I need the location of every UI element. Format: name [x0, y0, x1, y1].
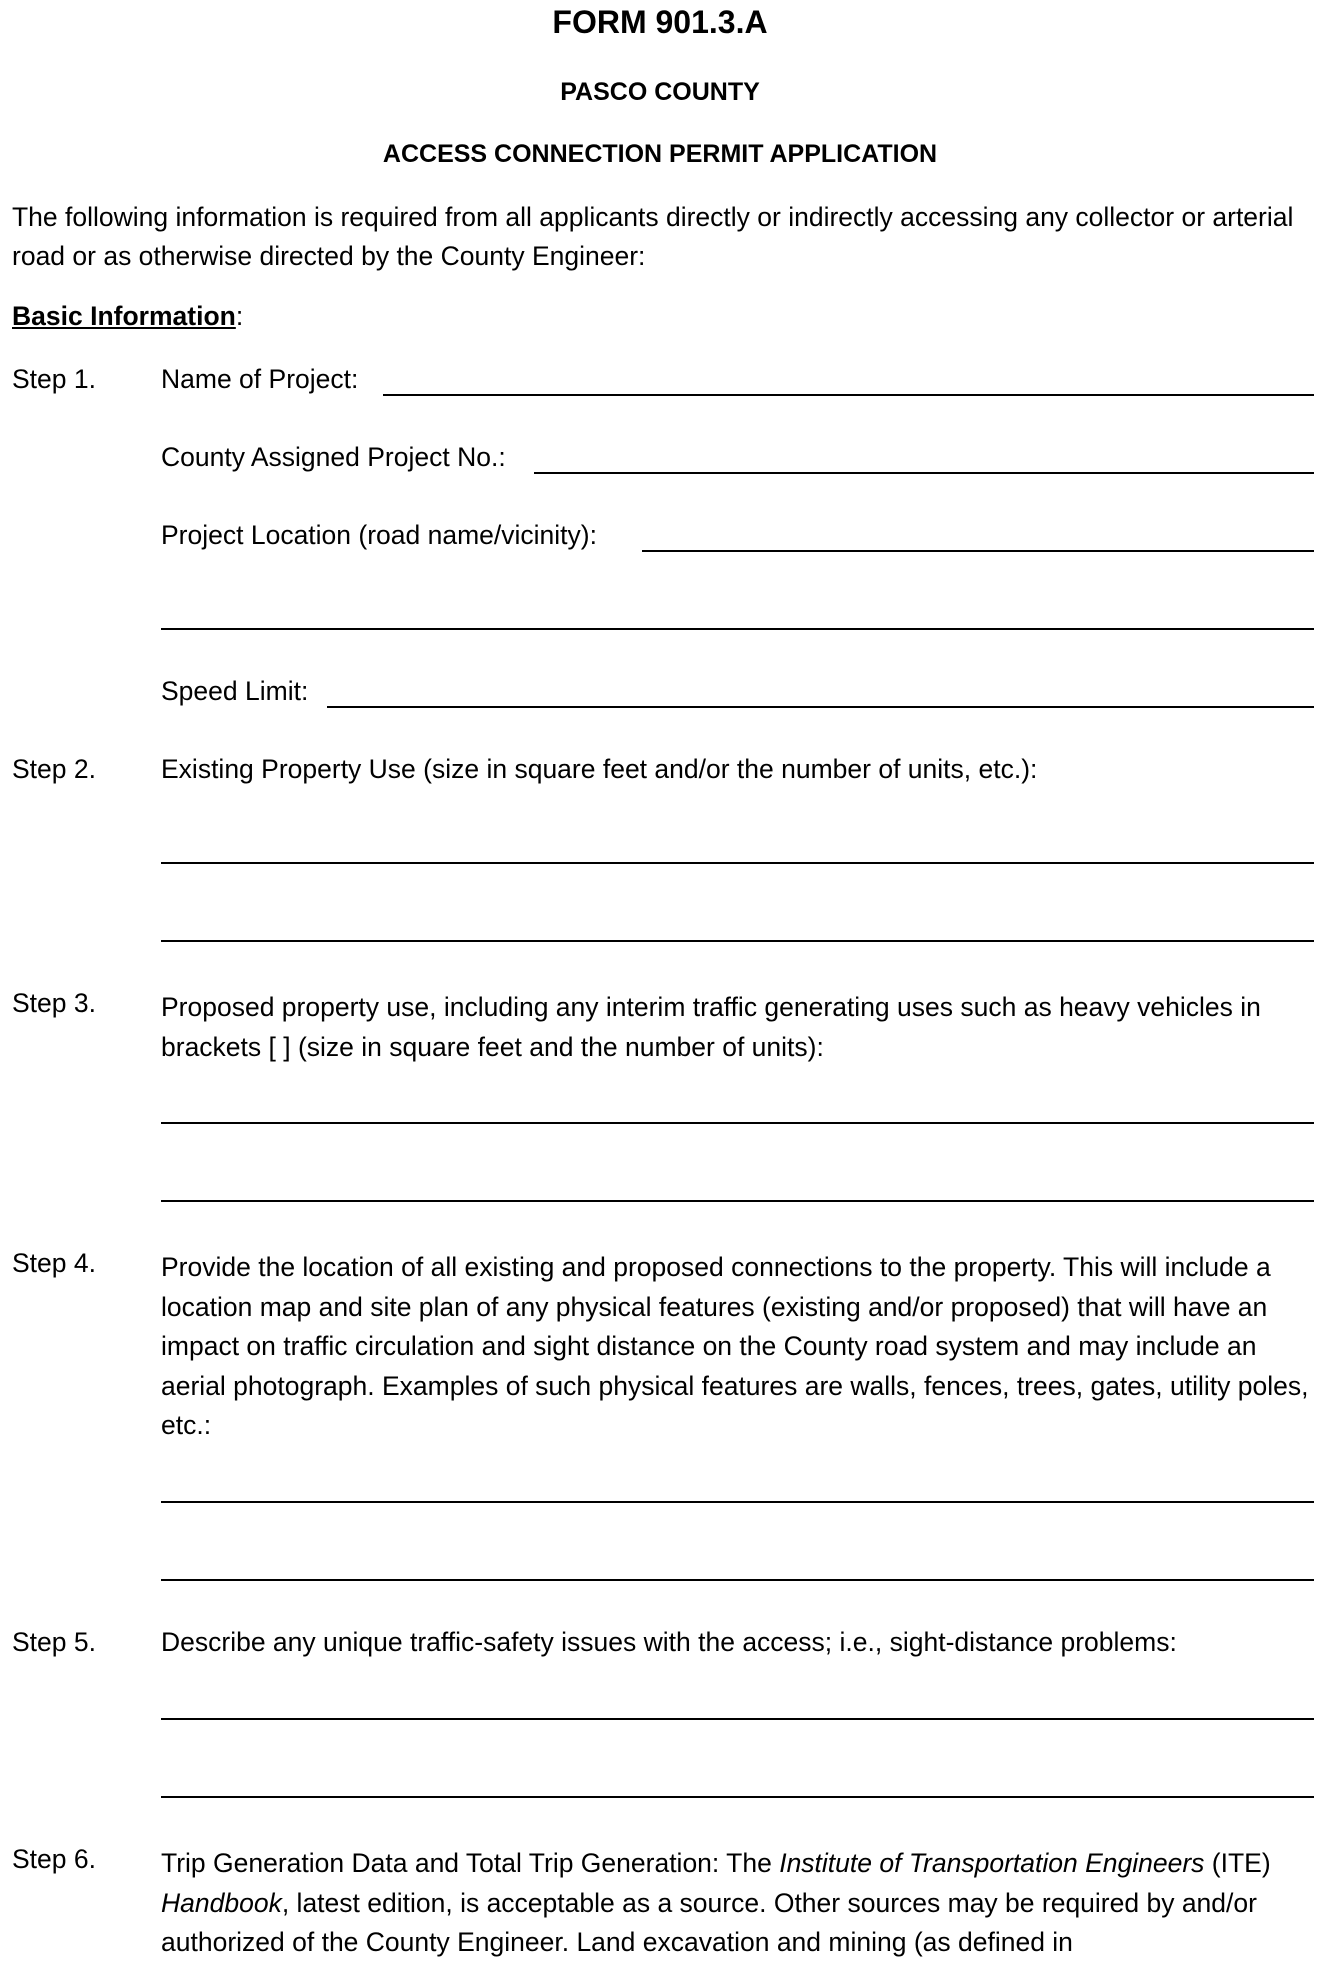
step-6-text-b: (ITE) [1204, 1848, 1271, 1878]
safety-issues-field-line-1[interactable] [161, 1718, 1314, 1720]
project-location-label: Project Location (road name/vicinity): [161, 520, 597, 550]
step-4-label: Step 4. [12, 1248, 96, 1278]
basic-information-label: Basic Information [12, 301, 236, 331]
step-3-label: Step 3. [12, 988, 96, 1018]
project-no-field[interactable] [534, 472, 1314, 474]
step-4-text: Provide the location of all existing and proposed connections to the property. This will include a location map and site plan of any physical features (existing and/or proposed) that will have an impact on traffic circulation and sight distance on the County road system and may include an aerial photograph. Examples of such physical features are walls, fences, trees, gates, utility poles, etc.: [161, 1252, 1309, 1440]
step-6-label: Step 6. [12, 1844, 96, 1874]
project-location-field-line-2[interactable] [161, 628, 1314, 630]
basic-information-colon: : [235, 301, 244, 331]
step-3-text: Proposed property use, including any interim traffic generating uses such as heavy vehicles in brackets [ ] (size in square feet and the number of units): [161, 992, 1261, 1062]
step-6-ite-name: Institute of Transportation Engineers [779, 1848, 1205, 1878]
proposed-use-field-line-1[interactable] [161, 1122, 1314, 1124]
step-6-handbook: Handbook [161, 1887, 282, 1918]
connections-field-line-2[interactable] [161, 1579, 1314, 1581]
form-number: FORM 901.3.A [552, 4, 768, 40]
intro-paragraph: The following information is required from all applicants directly or indirectly accessing any collector or arterial road or as otherwise directed by the County Engineer: [12, 202, 1294, 271]
step-1-label: Step 1. [12, 364, 96, 394]
step-6-text-c: , latest edition, is acceptable as a source. Other sources may be required by and/or authorized of the County Engineer. Land excavation and mining (as defined in [161, 1887, 1257, 1957]
project-no-label: County Assigned Project No.: [161, 442, 506, 472]
speed-limit-label: Speed Limit: [161, 676, 309, 706]
project-location-field[interactable] [642, 550, 1314, 552]
existing-use-field-line-1[interactable] [161, 862, 1314, 864]
connections-field-line-1[interactable] [161, 1501, 1314, 1503]
form-title: ACCESS CONNECTION PERMIT APPLICATION [382, 140, 938, 168]
step-5-text: Describe any unique traffic-safety issues with the access; i.e., sight-distance problems: [161, 1627, 1177, 1657]
step-2-text: Existing Property Use (size in square feet and/or the number of units, etc.): [161, 754, 1038, 784]
basic-information-heading [12, 301, 243, 332]
step-5-label: Step 5. [12, 1627, 96, 1657]
step-6-text-a: Trip Generation Data and Total Trip Generation: The [161, 1848, 780, 1878]
speed-limit-field[interactable] [327, 706, 1314, 708]
name-of-project-label: Name of Project: [161, 364, 359, 394]
safety-issues-field-line-2[interactable] [161, 1796, 1314, 1798]
existing-use-field-line-2[interactable] [161, 940, 1314, 942]
step-2-label: Step 2. [12, 754, 96, 784]
name-of-project-field[interactable] [383, 394, 1314, 396]
proposed-use-field-line-2[interactable] [161, 1200, 1314, 1202]
county-name: PASCO COUNTY [560, 78, 760, 106]
step-6-text [161, 1844, 1321, 1963]
